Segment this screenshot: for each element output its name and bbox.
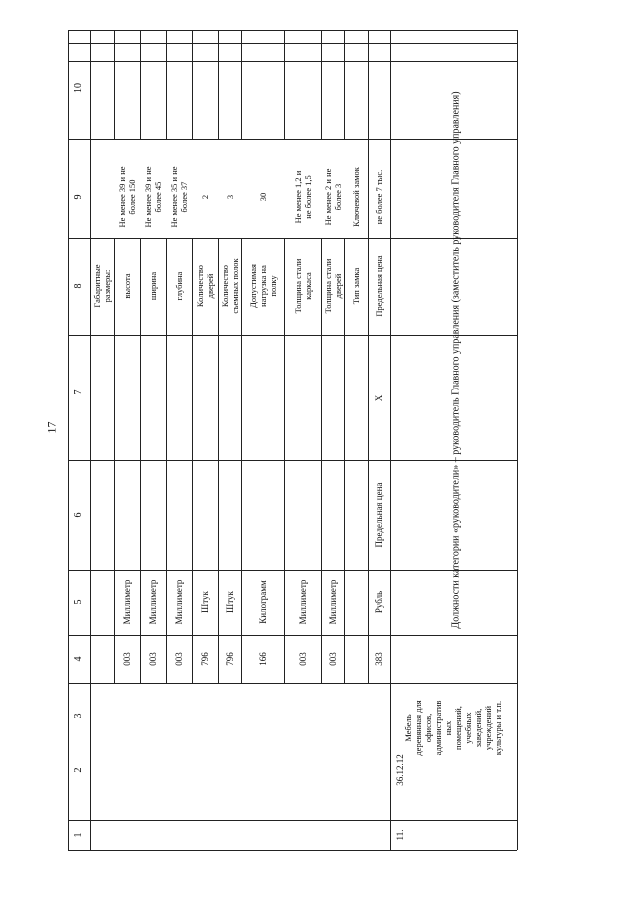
okei-code <box>327 652 338 666</box>
table-grid-line <box>68 850 517 851</box>
characteristic <box>148 271 158 301</box>
header-col-5 <box>73 599 84 605</box>
unit-name <box>297 579 308 625</box>
unit-name-text: Миллиметр <box>148 579 158 625</box>
characteristic-text: Допустимая нагрузка на полку <box>247 264 278 308</box>
table-grid-line <box>218 238 219 683</box>
okei-code-text: 166 <box>257 652 268 666</box>
characteristic <box>322 258 343 314</box>
characteristic-value-text: 30 <box>257 192 268 202</box>
okpd-code <box>395 754 405 786</box>
characteristic <box>195 264 215 308</box>
header-col-9-text: 9 <box>73 194 84 200</box>
okei-code-text: 003 <box>327 652 338 666</box>
table-grid-line <box>321 238 322 683</box>
characteristic-value-text: Не менее 2 и не более 3 <box>322 168 343 226</box>
col6-value <box>374 482 384 548</box>
header-col-3 <box>73 713 84 719</box>
header-col-2 <box>73 767 84 773</box>
header-col-7-text: 7 <box>73 389 84 395</box>
characteristic-text: Предельная цена <box>374 255 384 317</box>
characteristic-text: Толщина стали дверей <box>322 258 343 314</box>
characteristic-text: Габаритные размеры: <box>92 264 112 308</box>
unit-name <box>200 591 210 613</box>
table-grid-line <box>241 30 242 139</box>
table-grid-line <box>140 30 141 139</box>
characteristic-value <box>374 169 384 225</box>
footer-note <box>450 91 462 629</box>
table-grid-line <box>114 238 115 683</box>
unit-name <box>148 579 158 625</box>
table-grid-line <box>90 238 91 683</box>
table-grid-line <box>166 30 167 139</box>
col7-value-text: X <box>374 394 384 402</box>
unit-name <box>174 579 184 625</box>
unit-name-text: Штук <box>224 591 235 613</box>
characteristic-value-text: Не менее 35 и не более 37 <box>169 166 189 228</box>
unit-name-text: Штук <box>200 591 210 613</box>
characteristic <box>122 273 132 299</box>
characteristic <box>219 258 240 314</box>
table-grid-line <box>68 30 69 850</box>
characteristic-value-text: Не менее 1,2 и не более 1,5 <box>292 170 313 224</box>
characteristic-value <box>322 168 343 226</box>
characteristic-text: Тип замка <box>351 267 361 305</box>
unit-name-text: Миллиметр <box>327 579 338 625</box>
okei-code <box>148 652 158 666</box>
characteristic-value <box>224 194 235 200</box>
unit-name <box>327 579 338 625</box>
characteristic <box>92 264 112 308</box>
characteristic-value <box>143 166 163 228</box>
okei-code <box>297 652 308 666</box>
table-grid-line <box>284 30 285 139</box>
okei-code <box>174 652 184 666</box>
page-number: 17 <box>44 421 59 434</box>
col7-value <box>374 394 384 402</box>
okei-code-text: 003 <box>148 652 158 666</box>
characteristic <box>351 267 361 305</box>
characteristic-value-text: 3 <box>224 194 235 200</box>
characteristic-text: высота <box>122 273 132 299</box>
characteristic-value <box>169 166 189 228</box>
unit-name-text: Рубль <box>374 590 384 614</box>
unit-name-text: Миллиметр <box>122 579 132 625</box>
table-grid-line <box>140 238 141 683</box>
row-number-text: 11. <box>395 829 405 841</box>
item-name-text: Мебель деревянная для офисов, административ ных помещений, учебных заведений, учреждений культуры и т.п. <box>403 700 503 756</box>
header-col-2-text: 2 <box>73 767 84 773</box>
header-col-9 <box>73 194 84 200</box>
okei-code <box>374 652 384 666</box>
okei-code-text: 003 <box>174 652 184 666</box>
characteristic-text: Количество дверей <box>195 264 215 308</box>
table-grid-line <box>192 30 193 139</box>
table-grid-line <box>68 43 517 44</box>
header-col-10-text: 10 <box>73 83 84 93</box>
header-col-8 <box>73 283 84 289</box>
table-grid-line <box>114 30 115 139</box>
characteristic-value <box>351 167 361 227</box>
characteristic-value-text: Не менее 39 и не более 150 <box>117 166 137 228</box>
unit-name-text: Килограмм <box>257 580 268 624</box>
characteristic-value-text: 2 <box>200 194 210 200</box>
okpd-code-text: 36.12.12 <box>395 754 405 786</box>
okei-code <box>257 652 268 666</box>
unit-name <box>257 580 268 624</box>
okei-code <box>122 652 132 666</box>
table-grid-line <box>166 238 167 683</box>
characteristic-value-text: Не менее 39 и не более 45 <box>143 166 163 228</box>
characteristic <box>247 264 278 308</box>
characteristic-value-text: не более 7 тыс. <box>374 169 384 225</box>
unit-name <box>224 591 235 613</box>
characteristic-value <box>292 170 313 224</box>
okei-code-text: 003 <box>297 652 308 666</box>
header-col-10 <box>73 83 84 93</box>
characteristic <box>374 255 384 317</box>
characteristic-value <box>200 194 210 200</box>
header-col-3-text: 3 <box>73 713 84 719</box>
header-col-1-text: 1 <box>73 832 84 838</box>
characteristic-text: Толщина стали каркаса <box>292 258 313 314</box>
characteristic-value-text: Ключевой замок <box>351 167 361 227</box>
table-grid-line <box>284 238 285 683</box>
okei-code-text: 383 <box>374 652 384 666</box>
characteristic-text: ширина <box>148 271 158 301</box>
okei-code-text: 796 <box>224 652 235 666</box>
table-grid-line <box>68 683 517 684</box>
unit-name <box>374 590 384 614</box>
okei-code-text: 003 <box>122 652 132 666</box>
table-grid-line <box>321 30 322 139</box>
header-col-1 <box>73 832 84 838</box>
table-grid-line <box>368 30 369 683</box>
okei-code-text: 796 <box>200 652 210 666</box>
table-grid-line <box>68 30 517 31</box>
header-col-4 <box>73 656 84 662</box>
okei-code <box>200 652 210 666</box>
characteristic-text: Количество съемных полок <box>219 258 240 314</box>
header-col-4-text: 4 <box>73 656 84 662</box>
okei-code <box>224 652 235 666</box>
header-col-7 <box>73 389 84 395</box>
table-grid-line <box>68 635 517 636</box>
item-name <box>403 700 503 756</box>
table-grid-line <box>68 820 517 821</box>
table-grid-line <box>90 30 91 139</box>
characteristic <box>292 258 313 314</box>
col6-value-text: Предельная цена <box>374 482 384 548</box>
characteristic-value <box>257 192 268 202</box>
characteristic <box>174 271 184 301</box>
unit-name <box>122 579 132 625</box>
row-number <box>395 829 405 841</box>
table-grid-line <box>344 238 345 683</box>
footer-note-text: Должности категории «руководители» – руководитель Главного управления (заместитель руководителя Главного управления) <box>450 91 462 629</box>
table-grid-line <box>192 238 193 683</box>
table-grid-line <box>68 61 517 62</box>
header-col-6 <box>73 512 84 518</box>
table-grid-line <box>390 30 391 850</box>
characteristic-text: глубина <box>174 271 184 301</box>
table-grid-line <box>218 30 219 139</box>
header-col-8-text: 8 <box>73 283 84 289</box>
table-grid-line <box>241 238 242 683</box>
table-grid-line <box>344 30 345 139</box>
unit-name-text: Миллиметр <box>174 579 184 625</box>
characteristic-value <box>117 166 137 228</box>
unit-name-text: Миллиметр <box>297 579 308 625</box>
header-col-5-text: 5 <box>73 599 84 605</box>
table-grid-line <box>517 30 518 850</box>
header-col-6-text: 6 <box>73 512 84 518</box>
